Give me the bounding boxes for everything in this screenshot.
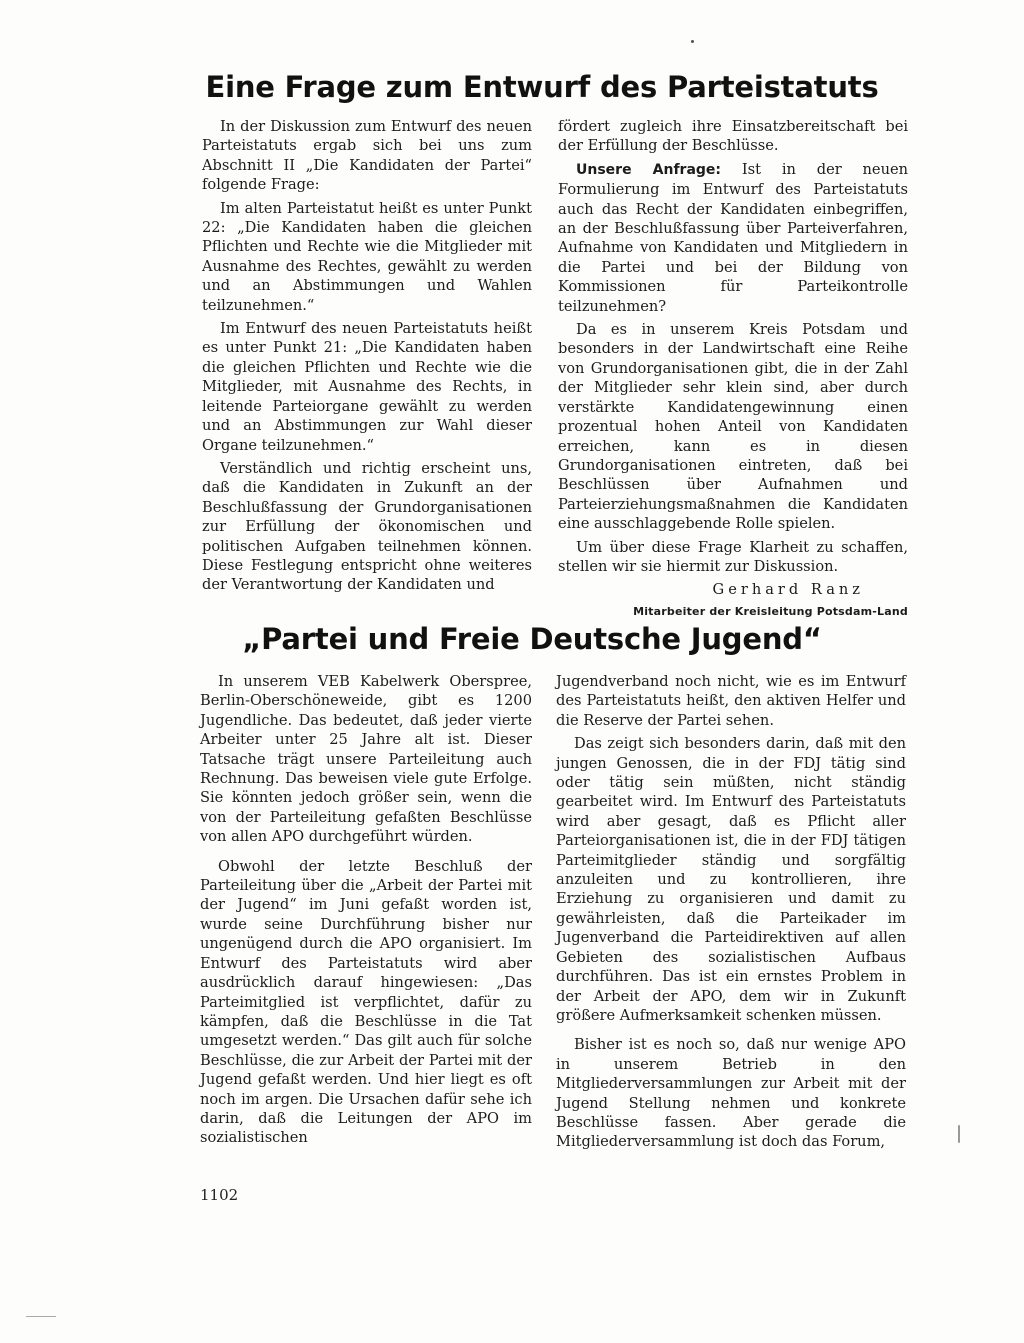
article2-paragraph: In unserem VEB Kabelwerk Oberspree, Berlin-Oberschöneweide, gibt es 1200 Jugendliche. Das bedeutet, daß jeder vierte Arbeiter unter 25 Jahre alt ist. Dieser Tatsache trägt unsere Parteileitung auch Rechnung. Das beweisen viele gute Erfolge. Sie könnten jedoch größer sein, wenn die von der Parteileitung gefaßten Beschlüsse von allen APO durchgeführt würden. bbox=[200, 673, 532, 846]
page-number: 1102 bbox=[200, 1186, 239, 1204]
article2-paragraph: Das zeigt sich besonders darin, daß mit den jungen Genossen, die in der FDJ tätig sind oder tätig sein müßten, nicht ständig gearbeitet wird. Im Entwurf des Parteistatuts wird aber gesagt, daß es Pflicht aller Parteiorganisationen ist, die in der FDJ tätigen Parteimitglieder ständig und sorgfältig anzuleiten und zu kontrollieren, ihre Erziehung zu organisieren und damit zu gewährleisten, daß die Parteikader im Jugenverband die Parteidirektiven auf allen Gebieten des sozialistischen Aufbaus durchführen. Das ist ein ernstes Problem in der Arbeit der APO, dem wir in Zukunft größere Aufmerksamkeit schenken müssen. bbox=[556, 735, 906, 1024]
article1-left-column bbox=[202, 117, 532, 599]
article1-paragraph: Verständlich und richtig erscheint uns, daß die Kandidaten in Zukunft an der Beschlußfassung der Grundorganisationen zur Erfüllung der ökonomischen und politischen Aufgaben teilnehmen können. Diese Festlegung entspricht ohne weiteres der Verantwortung der Kandidaten und bbox=[202, 459, 532, 594]
article1-paragraph: In der Diskussion zum Entwurf des neuen Parteistatuts ergab sich bei uns zum Abschnitt II „Die Kandidaten der Partei“ folgende Frage: bbox=[202, 118, 532, 194]
article1-title: Eine Frage zum Entwurf des Parteistatuts bbox=[205, 70, 879, 104]
article1-continuation: fördert zugleich ihre Einsatzbereitschaft bei der Erfüllung der Beschlüsse. bbox=[558, 118, 908, 155]
article1-paragraph: Da es in unserem Kreis Potsdam und besonders in der Landwirtschaft eine Reihe von Grundorganisationen gibt, die in der Zahl der Mitglieder sehr klein sind, aber durch verstärkte Kandidatengewinnung einen prozentual hohen Anteil von Kandidaten erreichen, kann es in diesen Grundorganisationen eintreten, daß bei Beschlüssen über Aufnahmen und Parteierziehungsmaßnahmen die Kandidaten eine ausschlaggebende Rolle spielen. bbox=[558, 321, 908, 533]
signature-role: Mitarbeiter der Kreisleitung Potsdam-Land bbox=[633, 604, 908, 618]
article1-right-column bbox=[558, 117, 908, 621]
scan-speck bbox=[691, 40, 694, 43]
scan-speck bbox=[958, 1125, 960, 1143]
signature-name: Gerhard Ranz bbox=[712, 581, 864, 599]
article1-paragraph: Im Entwurf des neuen Parteistatuts heißt es unter Punkt 21: „Die Kandidaten haben die gleichen Pflichten und Rechte wie die Mitglieder, mit Ausnahme des Rechts, in leitende Parteiorgane gewählt zu werden und an Abstimmungen zur Wahl dieser Organe teilzunehmen.“ bbox=[202, 320, 532, 454]
article2-paragraph: Obwohl der letzte Beschluß der Parteileitung über die „Arbeit der Partei mit der Jugend“ im Juni gefaßt worden ist, wurde seine Durchführung bisher nur ungenügend durch die APO organisiert. Im Entwurf des Parteistatuts wird aber ausdrücklich darauf hingewiesen: „Das Parteimitglied ist verpflichtet, dafür zu kämpfen, daß die Beschlüsse in die Tat umgesetzt werden.“ Das gilt auch für solche Beschlüsse, die zur Arbeit der Partei mit der Jugend gefaßt werden. Und hier liegt es oft noch im argen. Die Ursachen dafür sehe ich darin, daß die Leitungen der APO im sozialistischen bbox=[200, 857, 532, 1147]
article1-query-paragraph bbox=[558, 160, 908, 316]
query-text: Ist in der neuen Formulierung im Entwurf des Parteistatuts auch das Recht der Kandidaten einbegriffen, an der Beschlußfassung über Parteiverfahren, Aufnahme von Kandidaten und Mitgliedern in die Partei und bei der Bildung von Kommissionen für Parteikontrolle teilzunehmen? bbox=[558, 160, 909, 315]
article1-paragraph: Im alten Parteistatut heißt es unter Punkt 22: „Die Kandidaten haben die gleichen Pflichten und Rechte wie die Mitglieder mit Ausnahme des Rechtes, gewählt zu werden und an Abstimmungen und Wahlen teilzunehmen.“ bbox=[202, 199, 532, 314]
article1-paragraph: Um über diese Frage Klarheit zu schaffen, stellen wir sie hiermit zur Diskussion. bbox=[558, 538, 908, 575]
article2-right-column bbox=[556, 672, 906, 1156]
scan-speck bbox=[26, 1316, 56, 1317]
article2-paragraph: Bisher ist es noch so, daß nur wenige APO in unserem Betrieb in den Mitgliederversammlungen zur Arbeit mit der Jugend Stellung nehmen und konkrete Beschlüsse fassen. Aber gerade die Mitgliederversammlung ist doch das Forum, bbox=[556, 1036, 906, 1151]
article2-continuation: Jugendverband noch nicht, wie es im Entwurf des Parteistatuts heißt, den aktiven Helfer und die Reserve der Partei sehen. bbox=[556, 673, 906, 729]
article2-title: „Partei und Freie Deutsche Jugend“ bbox=[242, 622, 822, 656]
query-label: Unsere Anfrage: bbox=[576, 161, 722, 178]
article2-left-column bbox=[200, 672, 532, 1152]
